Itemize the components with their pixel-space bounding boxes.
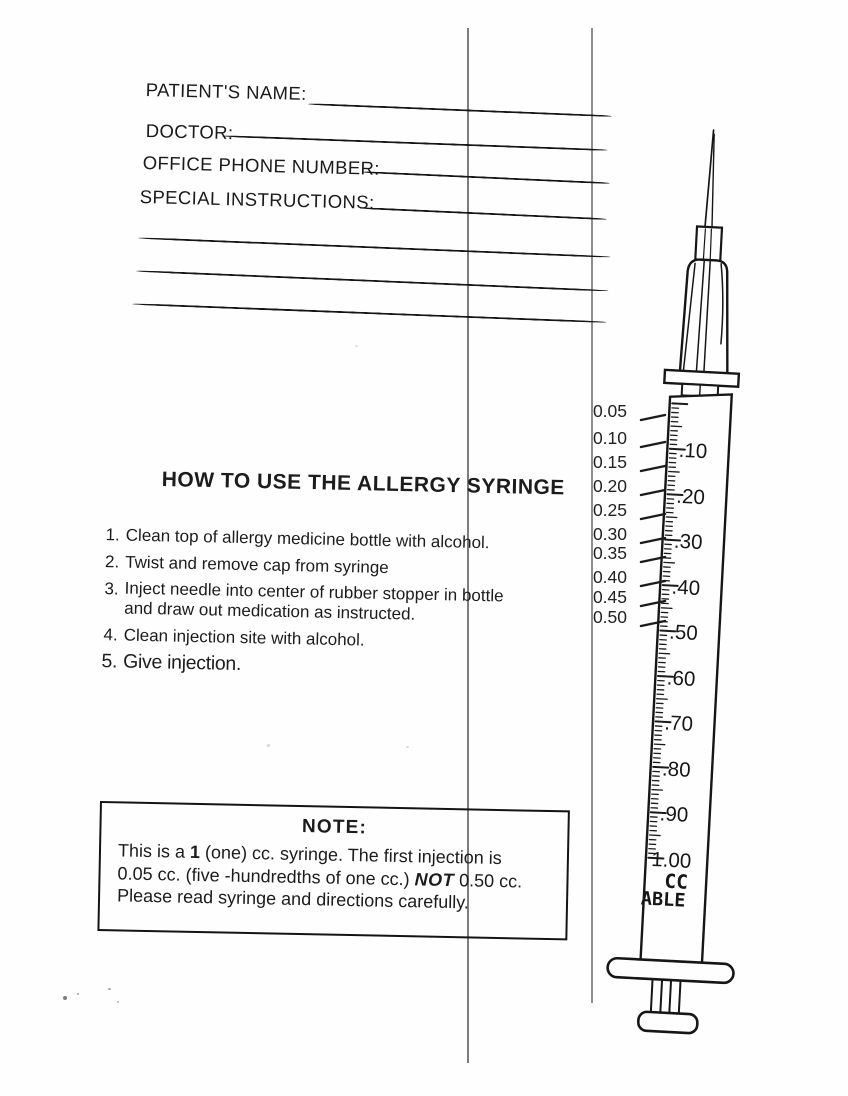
scale-label: .70 [663, 711, 694, 736]
scale-label: 1.00 [650, 847, 692, 873]
page-title: HOW TO USE THE ALLERGY SYRINGE [161, 468, 566, 500]
note-segment: 0.50 cc. [453, 869, 523, 891]
instruction-text-line2: and draw out medication as instructed. [124, 598, 416, 624]
note-segment: (one) cc. syringe. The first injection is [199, 842, 502, 869]
dose-label: 0.35 [592, 543, 627, 563]
instruction-number: 5. [101, 650, 118, 673]
dose-label: 0.10 [592, 428, 627, 448]
instruction-text: Clean top of allergy medicine bottle with alcohol. [125, 525, 490, 553]
scale-label: .50 [668, 620, 699, 645]
scale-label: .80 [661, 757, 692, 782]
form-label-patients-name: PATIENT'S NAME: [145, 79, 307, 104]
plunger-thumb-rest [638, 1011, 698, 1033]
instruction-number: 4. [103, 625, 118, 645]
instruction-text: Give injection. [122, 650, 242, 676]
instruction-text: Clean injection site with alcohol. [123, 625, 365, 650]
note-segment: Please read syringe and directions carefully. [116, 885, 470, 913]
scale-label: .40 [671, 575, 701, 601]
note-segment-bold-italic: NOT [414, 868, 455, 890]
instruction-number: 1. [105, 525, 120, 545]
dose-label: 0.20 [592, 476, 627, 496]
scale-label: .30 [673, 529, 704, 555]
note-title: NOTE: [301, 816, 368, 839]
dose-label: 0.40 [592, 567, 627, 587]
form-label-office-phone: OFFICE PHONE NUMBER: [142, 152, 381, 179]
dose-label: 0.45 [592, 587, 627, 607]
instruction-number: 2. [104, 552, 120, 572]
scale-label: .60 [666, 666, 696, 691]
plunger-rod [651, 979, 681, 1013]
needle-hub [695, 226, 722, 260]
note-segment-bold: 1 [189, 841, 201, 863]
partial-print-label: ABLE [640, 888, 687, 912]
dose-label: 0.30 [592, 524, 627, 544]
instruction-text: Twist and remove cap from syringe [125, 552, 389, 578]
dose-labels [593, 401, 627, 627]
form-label-special-instructions: SPECIAL INSTRUCTIONS: [139, 186, 375, 213]
scale-label: .10 [678, 438, 708, 464]
instruction-text: Inject needle into center of rubber stopper in bottle [124, 578, 504, 606]
dose-label: 0.50 [592, 607, 627, 627]
scale-label: .90 [659, 802, 689, 827]
note-segment: 0.05 cc. (five -hundredths of one cc.) [117, 862, 415, 889]
dose-label: 0.15 [592, 452, 627, 472]
dose-label: 0.05 [592, 401, 627, 421]
dose-label: 0.25 [592, 500, 627, 520]
syringe-body [604, 127, 777, 1035]
cc-unit-label: CC [663, 869, 689, 894]
scale-label: .20 [675, 484, 706, 510]
instruction-number: 3. [104, 579, 119, 599]
form-label-doctor: DOCTOR: [145, 120, 234, 144]
neck-line [700, 386, 701, 396]
needle-edge [709, 134, 717, 227]
note-segment: This is a [117, 840, 191, 862]
